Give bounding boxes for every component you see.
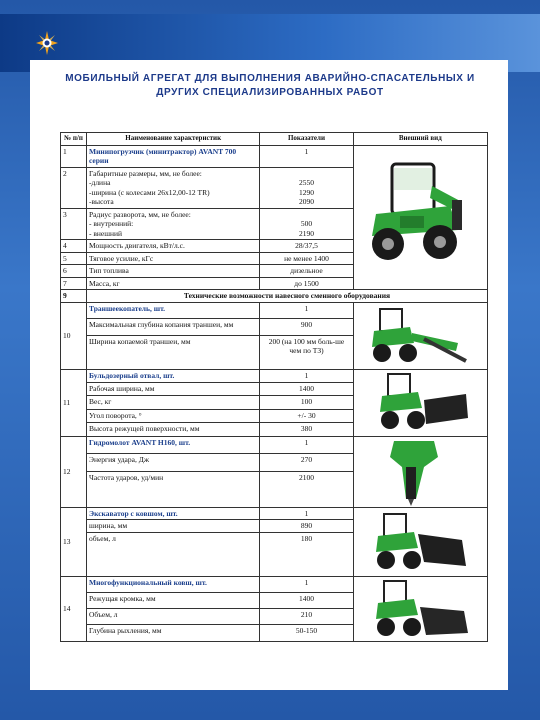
row-name: Тип топлива xyxy=(87,265,260,278)
row-num: 2 xyxy=(61,167,87,208)
excavator-bucket-image xyxy=(354,508,478,574)
row-name: Глубина рыхления, мм xyxy=(87,625,260,641)
header-name: Наименование характеристик xyxy=(87,133,260,146)
row-num: 4 xyxy=(61,240,87,253)
row-name: ширина, мм xyxy=(87,520,260,533)
dozer-blade-photo-cell xyxy=(353,369,487,436)
row-name: Масса, кг xyxy=(87,277,260,290)
row-name: Траншеекопатель, шт. xyxy=(87,302,260,319)
spec-table xyxy=(60,132,488,642)
table-header-row xyxy=(61,133,488,146)
row-value: +/- 30 xyxy=(260,409,353,422)
row-value: 2100 xyxy=(260,471,353,507)
row-name: Радиус разворота, мм, не более: - внутренний: - внешний xyxy=(87,208,260,240)
row-name: Рабочая ширина, мм xyxy=(87,382,260,395)
multi-bucket-photo-cell xyxy=(353,576,487,641)
row-value: 210 xyxy=(260,609,353,625)
hammer-photo-cell xyxy=(353,436,487,507)
row-value: 380 xyxy=(260,423,353,436)
row-name: Объем, л xyxy=(87,609,260,625)
header-num: № п/п xyxy=(61,133,87,146)
row-name: Тяговое усилие, кГс xyxy=(87,252,260,265)
table-row xyxy=(61,369,488,382)
row-name: Габаритные размеры, мм, не более: -длина -ширина (с колесами 26х12,00-12 TR) -высота xyxy=(87,167,260,208)
table-row xyxy=(61,576,488,592)
row-value: дизельное xyxy=(260,265,353,278)
row-value: не менее 1400 xyxy=(260,252,353,265)
hydraulic-hammer-image xyxy=(354,437,478,507)
row-num: 12 xyxy=(61,436,87,507)
row-value: 270 xyxy=(260,454,353,472)
row-num: 1 xyxy=(61,145,87,167)
row-value: 1400 xyxy=(260,592,353,608)
row-value: 1 xyxy=(260,145,353,167)
mini-loader-image xyxy=(354,146,478,276)
row-value: 890 xyxy=(260,520,353,533)
section-row xyxy=(61,290,488,303)
table-row xyxy=(61,436,488,454)
row-num: 7 xyxy=(61,277,87,290)
header-value: Показатели xyxy=(260,133,353,146)
row-name: Экскаватор с ковшом, шт. xyxy=(87,507,260,520)
row-name: Режущая кромка, мм xyxy=(87,592,260,608)
row-value: 28/37,5 xyxy=(260,240,353,253)
row-name: Минипогрузчик (минитрактор) AVANT 700 серии xyxy=(87,145,260,167)
row-value: 200 (на 100 мм боль-ше чем по ТЗ) xyxy=(260,335,353,369)
row-num: 11 xyxy=(61,369,87,436)
trencher-image xyxy=(354,303,478,369)
row-value: 180 xyxy=(260,532,353,576)
row-name: Мощность двигателя, кВт/л.с. xyxy=(87,240,260,253)
mchs-emblem-icon xyxy=(34,30,60,56)
row-value: 50-150 xyxy=(260,625,353,641)
row-value: 900 xyxy=(260,319,353,336)
row-num: 9 xyxy=(61,290,87,303)
row-value: 1 xyxy=(260,369,353,382)
section-label: Технические возможности навесного сменного оборудования xyxy=(87,290,488,303)
row-value: 2550 1290 2090 xyxy=(260,167,353,208)
row-name: Угол поворота, ° xyxy=(87,409,260,422)
row-value: 1 xyxy=(260,436,353,454)
row-value: 1 xyxy=(260,302,353,319)
row-name: Частота ударов, уд/мин xyxy=(87,471,260,507)
row-value: до 1500 xyxy=(260,277,353,290)
row-name: Многофункциональный ковш, шт. xyxy=(87,576,260,592)
trencher-photo-cell xyxy=(353,302,487,369)
row-num: 14 xyxy=(61,576,87,641)
row-num: 5 xyxy=(61,252,87,265)
row-value: 1 xyxy=(260,576,353,592)
row-name: Максимальная глубина копания траншеи, мм xyxy=(87,319,260,336)
row-num: 3 xyxy=(61,208,87,240)
row-num: 10 xyxy=(61,302,87,369)
page-title: МОБИЛЬНЫЙ АГРЕГАТ ДЛЯ ВЫПОЛНЕНИЯ АВАРИЙНО-СПАСАТЕЛЬНЫХ И ДРУГИХ СПЕЦИАЛИЗИРОВАННЫХ РАБОТ xyxy=(65,73,475,98)
row-num: 13 xyxy=(61,507,87,576)
row-value: 500 2190 xyxy=(260,208,353,240)
row-name: объем, л xyxy=(87,532,260,576)
row-name: Вес, кг xyxy=(87,396,260,409)
row-num: 6 xyxy=(61,265,87,278)
table-row xyxy=(61,302,488,319)
dozer-blade-image xyxy=(354,370,478,436)
multifunction-bucket-image xyxy=(354,577,478,641)
header-view: Внешний вид xyxy=(353,133,487,146)
row-value: 1400 xyxy=(260,382,353,395)
row-name: Гидромолот AVANT Н160, шт. xyxy=(87,436,260,454)
table-row xyxy=(61,507,488,520)
row-name: Энергия удара, Дж xyxy=(87,454,260,472)
row-value: 1 xyxy=(260,507,353,520)
row-name: Ширина копаемой траншеи, мм xyxy=(87,335,260,369)
excavator-photo-cell xyxy=(353,507,487,576)
table-row xyxy=(61,145,488,167)
loader-photo-cell xyxy=(353,145,487,290)
row-name: Высота режущей поверхности, мм xyxy=(87,423,260,436)
row-name: Бульдозерный отвал, шт. xyxy=(87,369,260,382)
row-value: 100 xyxy=(260,396,353,409)
